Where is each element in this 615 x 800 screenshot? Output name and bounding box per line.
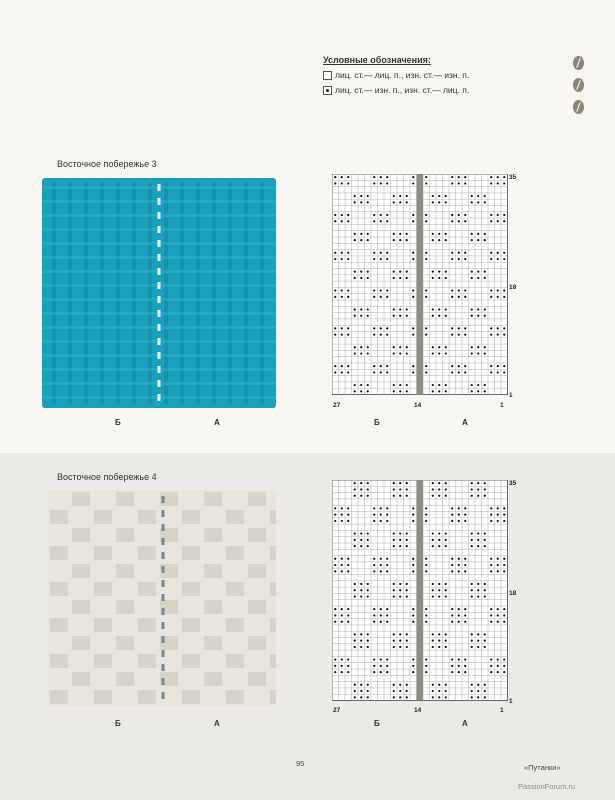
- chart-row-label: 1: [509, 392, 513, 399]
- knitting-chart-1: [332, 174, 510, 399]
- chart-letter-a-1: А: [462, 418, 468, 427]
- chart-col-label: 14: [414, 707, 422, 714]
- swatch-letter-a-2: А: [214, 719, 220, 728]
- chart-letter-b-2: Б: [374, 719, 380, 728]
- legend-text-1: лиц. ст.— лиц. п., изн. ст.— изн. п.: [335, 70, 470, 80]
- chart-col-label: 1: [500, 402, 504, 409]
- chart-row-label: 1: [509, 698, 513, 705]
- swatch-photo-cream: [48, 490, 276, 706]
- legend-title: Условные обозначения:: [323, 55, 431, 65]
- leaf-icon: [573, 56, 584, 70]
- leaf-icon: [573, 100, 584, 114]
- legend-text-2: лиц. ст.— изн. п., изн. ст.— лиц. п.: [335, 85, 470, 95]
- watermark: PassionForum.ru: [518, 782, 576, 791]
- chart-col-label: 14: [414, 402, 422, 409]
- chart-letter-a-2: А: [462, 719, 468, 728]
- knitting-chart-2: [332, 480, 510, 705]
- leaf-icon: [573, 78, 584, 92]
- chart-col-label: 1: [500, 707, 504, 714]
- swatch-letter-a-1: А: [214, 418, 220, 427]
- dot-square-icon: [323, 86, 332, 95]
- swatch-letter-b-1: Б: [115, 418, 121, 427]
- swatch-letter-b-2: Б: [115, 719, 121, 728]
- chart-letter-b-1: Б: [374, 418, 380, 427]
- page-number: 95: [296, 759, 305, 768]
- legend-row-1: [323, 70, 469, 80]
- swatch-photo-teal: [42, 178, 276, 408]
- empty-square-icon: [323, 71, 332, 80]
- chart-row-label: 35: [509, 480, 517, 487]
- section-title-1: Восточное побережье 3: [57, 159, 157, 169]
- section-title-2: Восточное побережье 4: [57, 472, 157, 482]
- legend-row-2: [323, 85, 469, 95]
- chart-col-label: 27: [333, 402, 341, 409]
- magazine-name: «Путанки»: [524, 763, 561, 772]
- legend: [323, 55, 469, 100]
- chart-row-label: 18: [509, 590, 517, 597]
- chart-row-label: 18: [509, 284, 517, 291]
- chart-row-label: 35: [509, 174, 517, 181]
- chart-col-label: 27: [333, 707, 341, 714]
